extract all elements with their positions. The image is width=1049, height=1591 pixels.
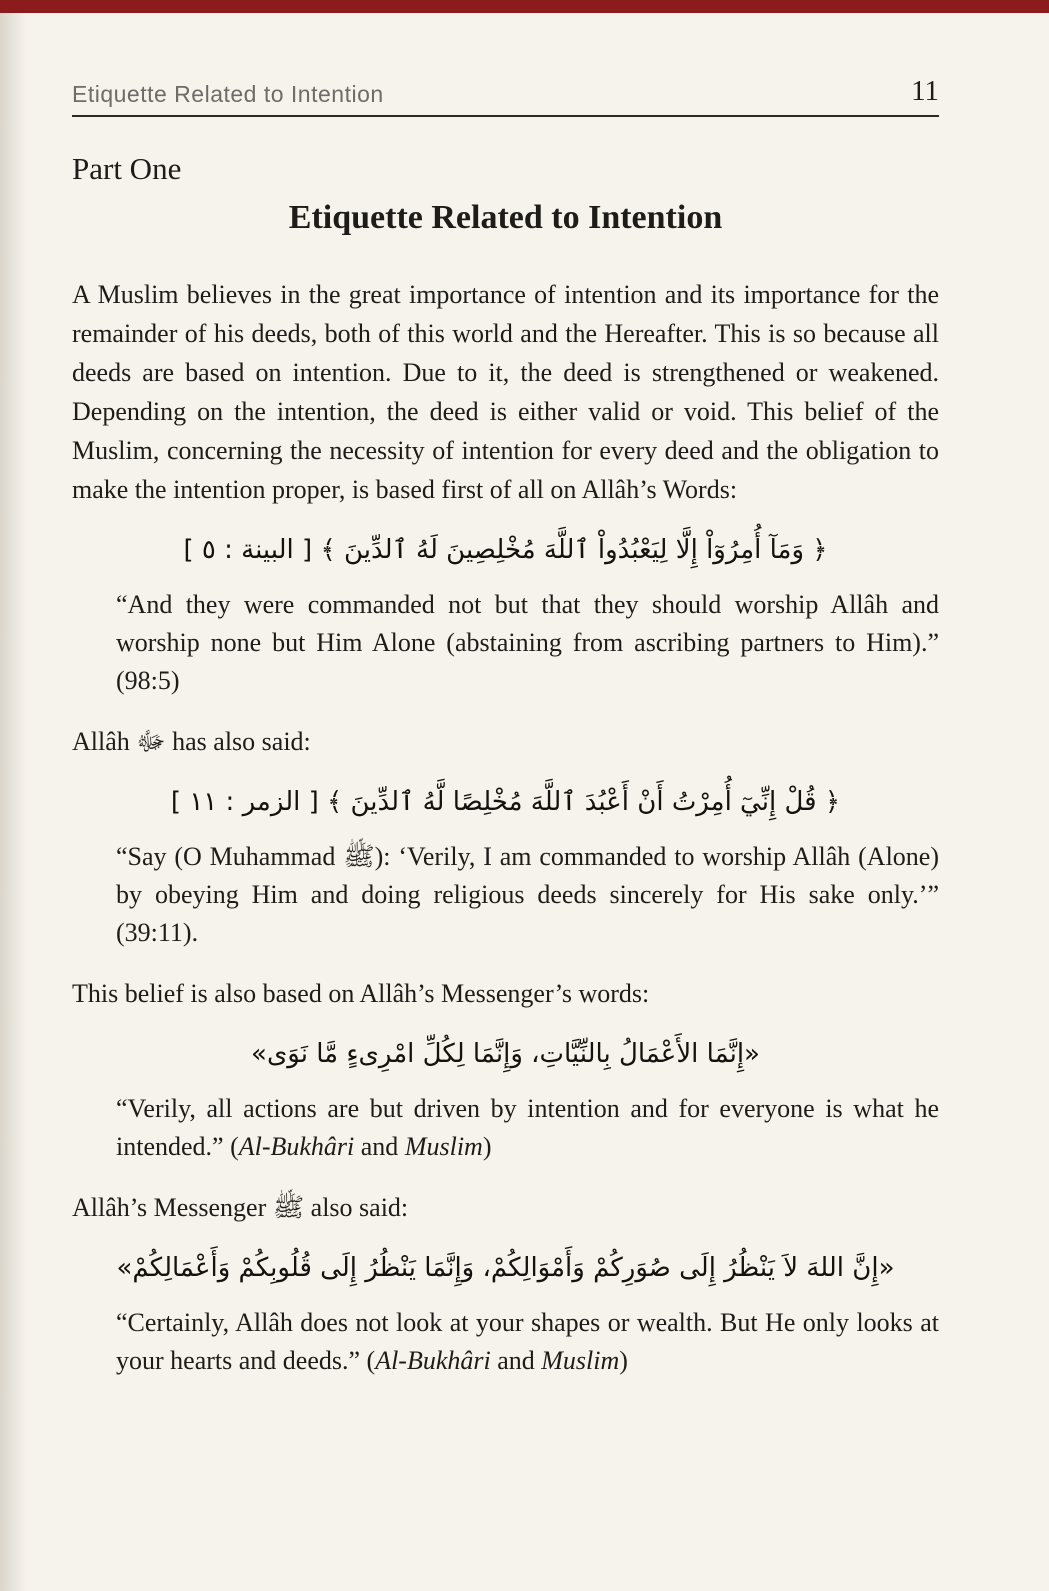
- running-title: Etiquette Related to Intention: [72, 81, 384, 107]
- hadith-1-source-bukhari: Al-Bukhâri: [238, 1132, 355, 1161]
- quran-verse-1-arabic: ﴿ وَمَآ أُمِرُوٓاْ إِلَّا لِيَعْبُدُواْ ٱللَّهَ مُخْلِصِينَ لَهُ ٱلدِّينَ ﴾ [ البينة : ٥ ]: [183, 535, 828, 565]
- page-header: [72, 75, 939, 108]
- messenger-also-said-line: Allâh’s Messenger ﷺ also said:: [72, 1193, 409, 1222]
- quran-verse-1-translation: “And they were commanded not but that they should worship Allâh and worship none but Him Alone (abstaining from ascribing partners to Him).” (98:5): [116, 590, 939, 695]
- intro-paragraph: A Muslim believes in the great importance of intention and its importance for the remainder of his deeds, both of this world and the Hereafter. This is so because all deeds are based on intention. Due to it, the deed is strengthened or weakened. Depending on the intention, the deed is either valid or void. This belief of the Muslim, concerning the necessity of intention for every deed and the obligation to make the intention proper, is based first of all on Allâh’s Words:: [72, 280, 939, 504]
- chapter-title: Etiquette Related to Intention: [288, 199, 723, 236]
- header-rule: [72, 115, 939, 117]
- hadith-2-source-close: ): [619, 1346, 628, 1375]
- hadith-2-source-muslim: Muslim: [541, 1346, 620, 1375]
- hadith-1-translation-text: “Verily, all actions are but driven by intention and for everyone is what he intended.” (: [116, 1094, 939, 1161]
- quran-verse-2-translation: “Say (O Muhammad ﷺ): ‘Verily, I am commanded to worship Allâh (Alone) by obeying Him and doing religious deeds sincerely for His sake only.’” (39:11).: [116, 842, 939, 947]
- page-number: 11: [911, 75, 939, 107]
- hadith-1-source-muslim: Muslim: [404, 1132, 483, 1161]
- hadith-2-translation: [116, 1304, 939, 1380]
- hadith-2-translation-text: “Certainly, Allâh does not look at your shapes or wealth. But He only looks at your hearts and deeds.” (: [116, 1308, 939, 1375]
- hadith-2-arabic: «إِنَّ اللهَ لاَ يَنْظُرُ إِلَى صُوَرِكُمْ وَأَمْوَالِكُمْ، وَإِنَّمَا يَنْظُرُ إِلَى قُلُوبِكُمْ وَأَعْمَالِكُمْ»: [116, 1253, 895, 1283]
- hadith-1-translation: [116, 1090, 939, 1166]
- allah-also-said-line: Allâh ﷻ has also said:: [72, 727, 311, 756]
- scan-top-edge: [0, 0, 1049, 13]
- hadith-1-source-separator: and: [354, 1132, 405, 1161]
- hadith-1-arabic: «إِنَّمَا الأَعْمَالُ بِالنِّيَّاتِ، وَإِنَّمَا لِكُلِّ امْرِىءٍ مَّا نَوَى»: [251, 1039, 760, 1069]
- quran-verse-2-arabic: ﴿ قُلْ إِنِّيٓ أُمِرْتُ أَنْ أَعْبُدَ ٱللَّهَ مُخْلِصًا لَّهُ ٱلدِّينَ ﴾ [ الزمر : ١١ ]: [170, 787, 841, 817]
- hadith-1-source-close: ): [482, 1132, 492, 1161]
- messenger-words-intro-line: This belief is also based on Allâh’s Messenger’s words:: [72, 979, 650, 1008]
- scanned-book-page: [0, 13, 1049, 1380]
- hadith-2-source-bukhari: Al-Bukhâri: [375, 1346, 491, 1375]
- hadith-2-source-separator: and: [490, 1346, 542, 1375]
- part-label: Part One: [72, 151, 182, 186]
